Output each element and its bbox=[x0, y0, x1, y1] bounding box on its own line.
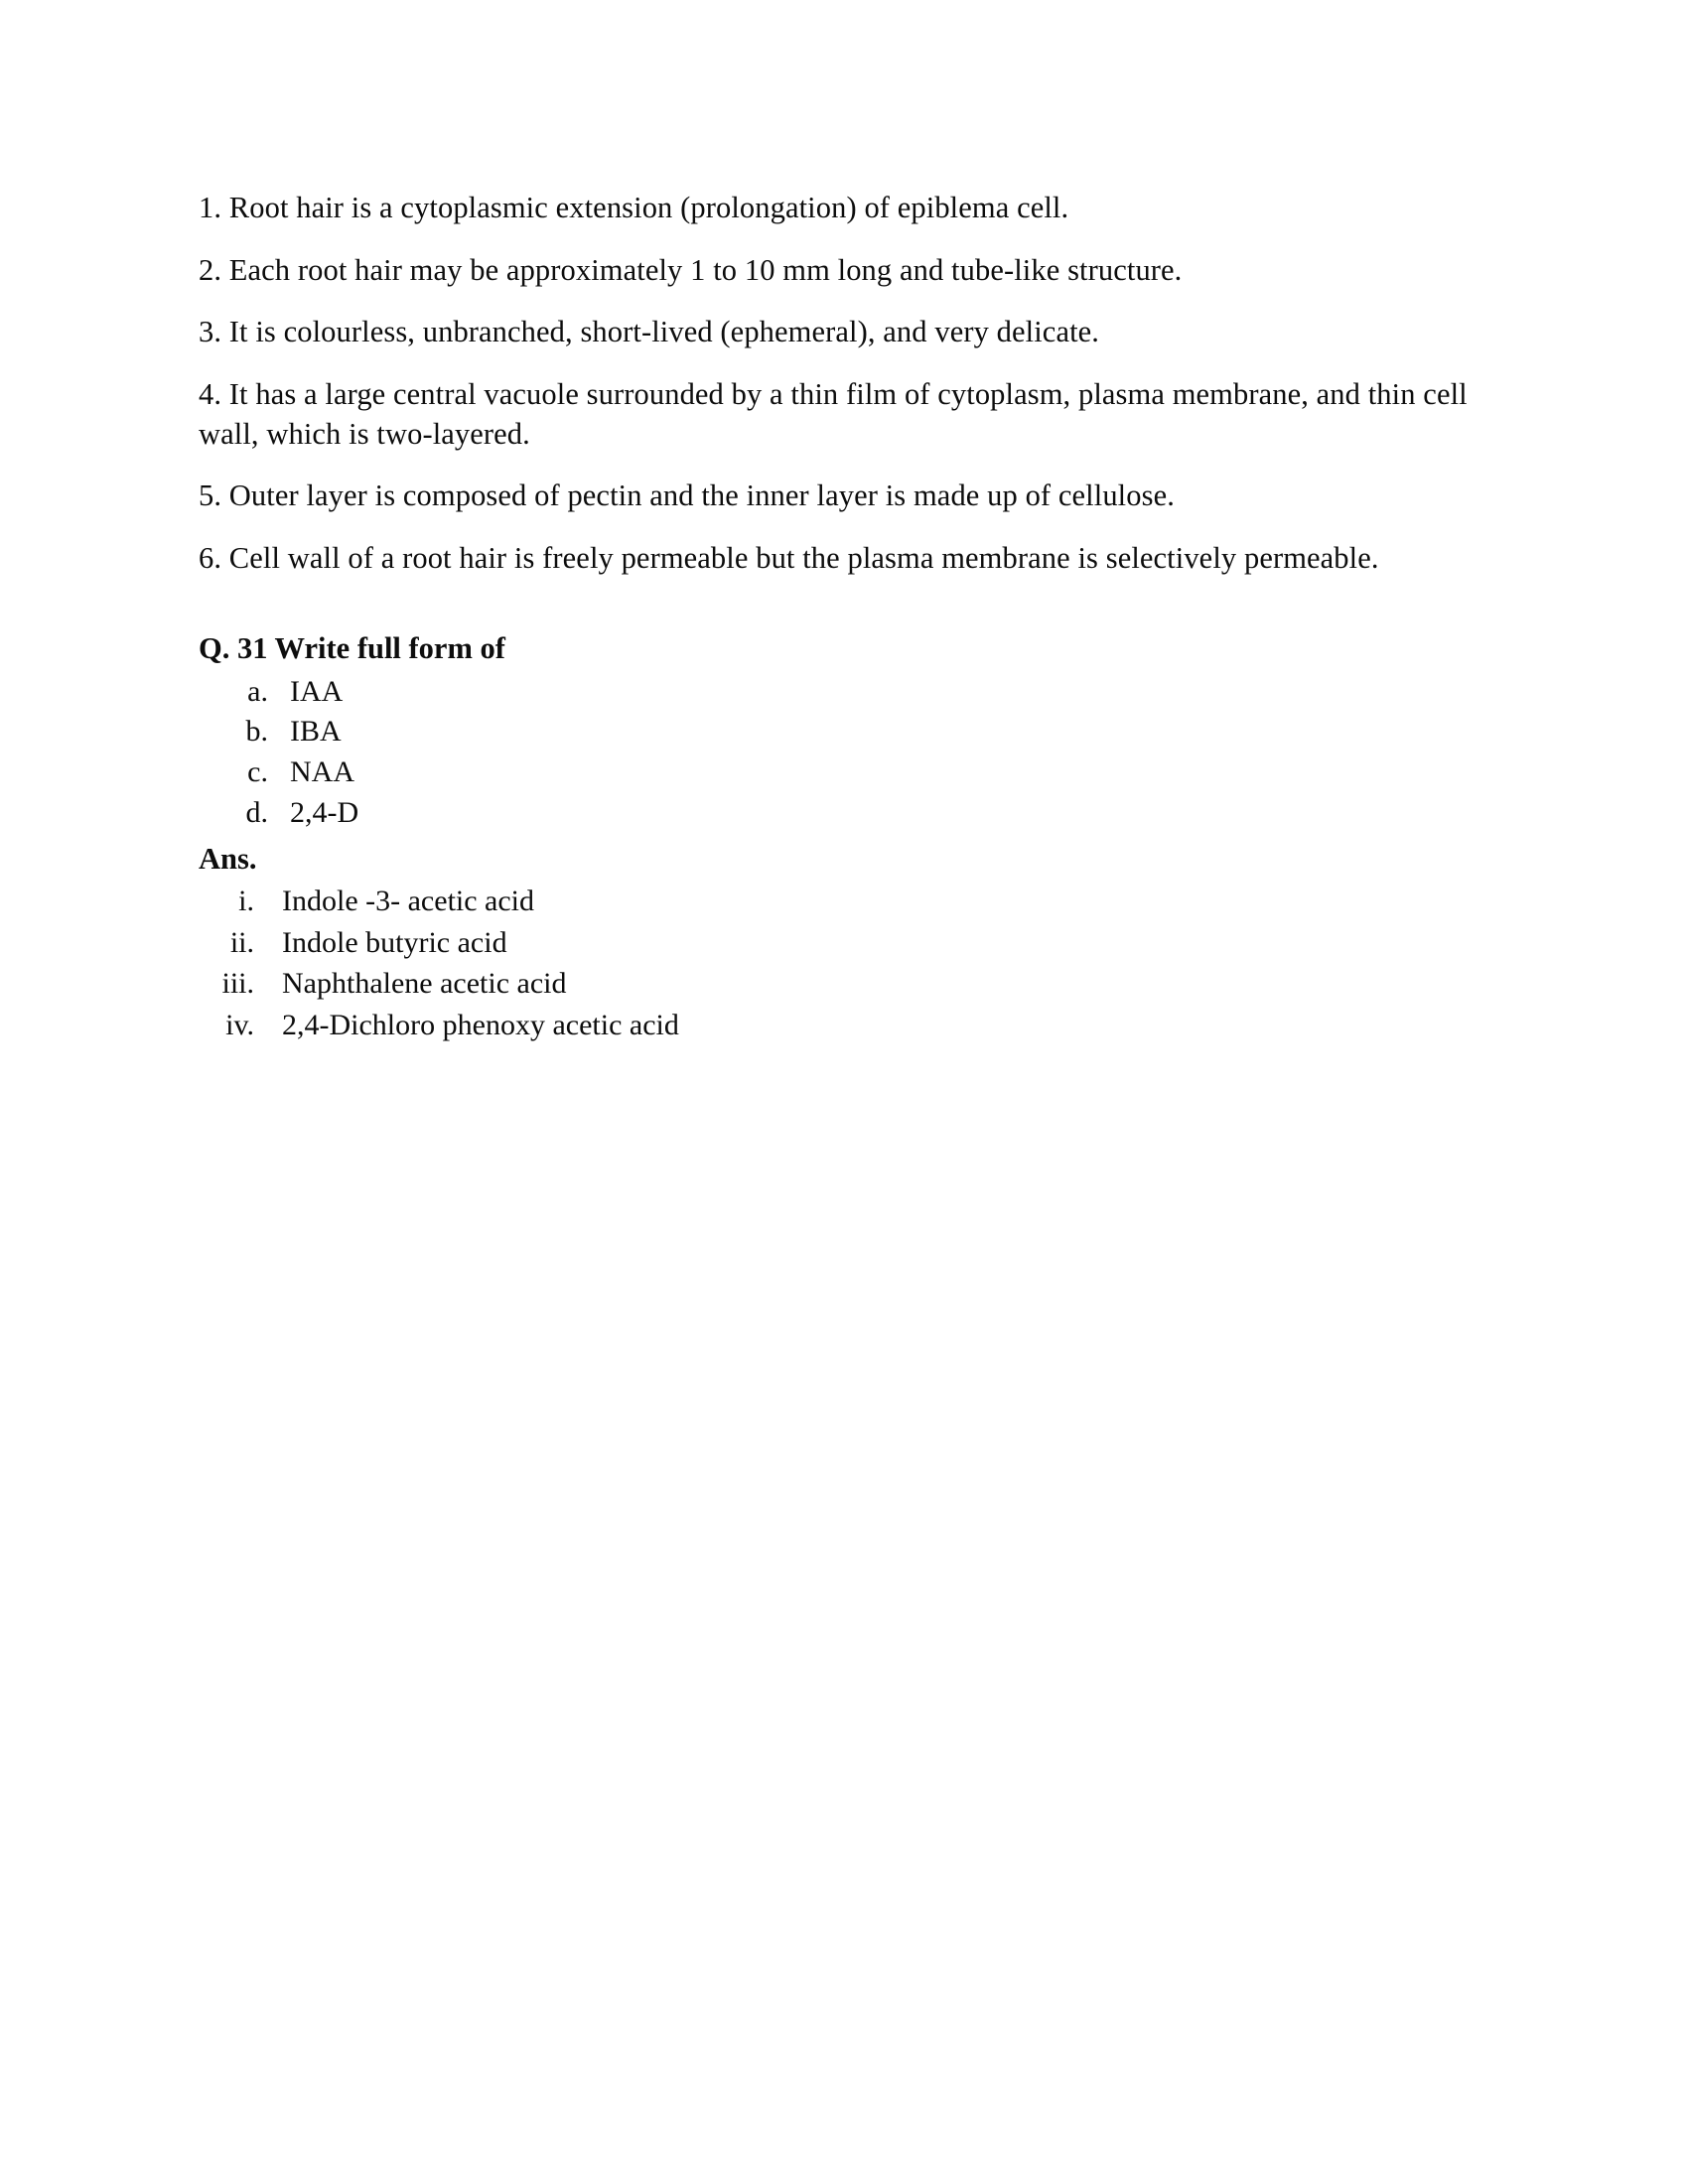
option-item bbox=[199, 793, 1475, 834]
option-item bbox=[199, 672, 1475, 713]
answer-text: Naphthalene acetic acid bbox=[282, 967, 567, 1001]
option-marker: a. bbox=[247, 674, 268, 708]
root-hair-points-list bbox=[199, 189, 1475, 578]
answer-marker: iv. bbox=[225, 1008, 254, 1041]
option-marker: c. bbox=[247, 755, 268, 789]
answer-text: Indole -3- acetic acid bbox=[282, 885, 535, 918]
answer-item bbox=[199, 963, 1475, 1004]
question-options-list bbox=[199, 672, 1475, 834]
question-heading: Q. 31 Write full form of bbox=[199, 631, 505, 666]
body-point-2: 2. Each root hair may be approximately 1 to 10 mm long and tube-like structure. bbox=[199, 252, 1183, 287]
option-item bbox=[199, 752, 1475, 793]
answer-marker: i. bbox=[238, 885, 254, 918]
answer-item bbox=[199, 1005, 1475, 1045]
question-block bbox=[199, 629, 1475, 1045]
option-item bbox=[199, 712, 1475, 752]
body-point-6: 6. Cell wall of a root hair is freely permeable but the plasma membrane is selectively permeable. bbox=[199, 540, 1379, 575]
answer-item bbox=[199, 922, 1475, 963]
answer-text: 2,4-Dichloro phenoxy acetic acid bbox=[282, 1008, 679, 1041]
body-point-3: 3. It is colourless, unbranched, short-lived (ephemeral), and very delicate. bbox=[199, 315, 1100, 349]
option-label: 2,4-D bbox=[290, 796, 359, 829]
answer-label: Ans. bbox=[199, 841, 257, 876]
body-point-5: 5. Outer layer is composed of pectin and the inner layer is made up of cellulose. bbox=[199, 478, 1175, 513]
answer-marker: iii. bbox=[221, 967, 254, 1001]
body-point-1: 1. Root hair is a cytoplasmic extension (prolongation) of epiblema cell. bbox=[199, 191, 1069, 224]
answer-marker: ii. bbox=[229, 925, 254, 959]
answer-list bbox=[199, 881, 1475, 1045]
option-marker: b. bbox=[245, 715, 268, 749]
option-marker: d. bbox=[245, 796, 268, 829]
answer-item bbox=[199, 881, 1475, 921]
body-point-4: 4. It has a large central vacuole surrounded by a thin film of cytoplasm, plasma membrane, and thin cell wall, which is two-layered. bbox=[199, 376, 1468, 451]
answer-text: Indole butyric acid bbox=[282, 925, 507, 959]
option-label: IAA bbox=[290, 674, 344, 708]
option-label: IBA bbox=[290, 715, 342, 749]
option-label: NAA bbox=[290, 755, 354, 789]
